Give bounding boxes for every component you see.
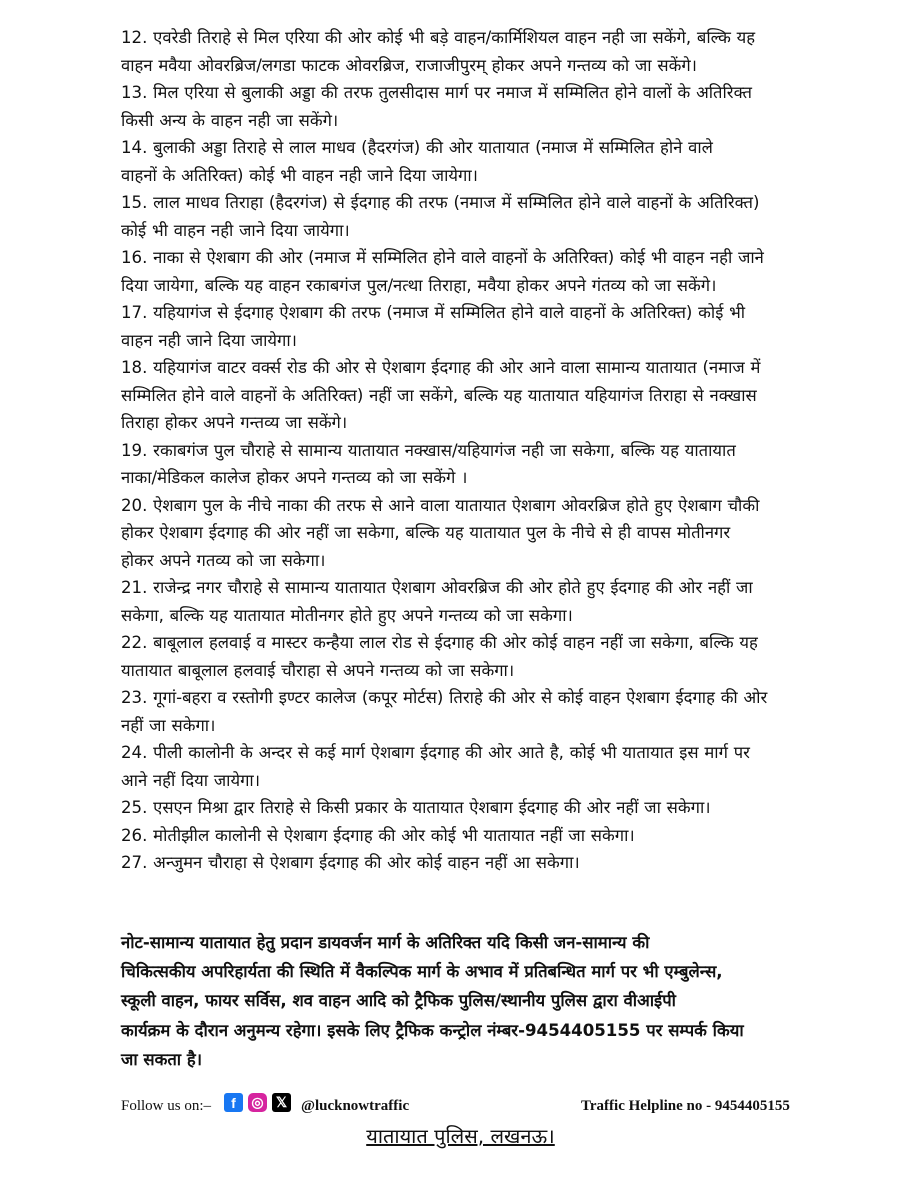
list-item xyxy=(121,24,821,79)
list-item xyxy=(121,629,821,684)
list-item-line: सम्मिलित होने वाले वाहनों के अतिरिक्त) नहीं जा सकेंगे, बल्कि यह यातायात यहियागंज तिराहा से नक्खास xyxy=(121,385,757,405)
instagram-icon[interactable]: ◎ xyxy=(248,1093,267,1112)
list-item-line: 20. ऐशबाग पुल के नीचे नाका की तरफ से आने वाला यातायात ऐशबाग ओवरब्रिज होते हुए ऐशबाग चौकी xyxy=(121,495,760,515)
x-twitter-icon[interactable]: 𝕏 xyxy=(272,1093,291,1112)
list-item xyxy=(121,134,821,189)
list-item-line: होकर ऐशबाग ईदगाह की ओर नहीं जा सकेगा, बल्कि यह यातायात पुल के नीचे से ही वापस मोतीनगर xyxy=(121,523,731,542)
list-item xyxy=(121,574,821,629)
footer-bar xyxy=(121,1090,811,1122)
facebook-icon[interactable]: f xyxy=(224,1093,243,1112)
diversion-list xyxy=(121,24,821,877)
list-item-line: 13. मिल एरिया से बुलाकी अड्डा की तरफ तुलसीदास मार्ग पर नमाज में सम्मिलित होने वालों के अतिरिक्त xyxy=(121,83,752,102)
list-item xyxy=(121,244,821,299)
list-item xyxy=(121,437,821,492)
list-item-line: होकर अपने गतव्य को जा सकेगा। xyxy=(121,550,326,570)
note-line: जा सकता है। xyxy=(121,1049,202,1069)
list-item-line: दिया जायेगा, बल्कि यह वाहन रकाबगंज पुल/नत्था तिराहा, मवैया होकर अपने गंतव्य को जा सकेंगे। xyxy=(121,275,717,295)
list-item-line: 14. बुलाकी अड्डा तिराहे से लाल माधव (हैदरगंज) की ओर यातायात (नमाज में सम्मिलित होने वाले xyxy=(121,138,713,157)
list-item xyxy=(121,189,821,244)
list-item-line: सकेगा, बल्कि यह यातायात मोतीनगर होते हुए अपने गन्तव्य को जा सकेगा। xyxy=(121,605,573,625)
list-item-line: 18. यहियागंज वाटर वर्क्स रोड की ओर से ऐशबाग ईदगाह की ओर आने वाला सामान्य यातायात (नमाज में xyxy=(121,358,761,377)
traffic-helpline: Traffic Helpline no - 9454405155 xyxy=(581,1098,790,1114)
list-item-line: 26. मोतीझील कालोनी से ऐशबाग ईदगाह की ओर कोई भी यातायात नहीं जा सकेगा। xyxy=(121,825,635,845)
list-item-line: नाका/मेडिकल कालेज होकर अपने गन्तव्य को जा सकेंगे । xyxy=(121,468,468,487)
list-item xyxy=(121,299,821,354)
list-item xyxy=(121,739,821,794)
list-item-line: तिराहा होकर अपने गन्तव्य जा सकेंगे। xyxy=(121,413,348,432)
issuing-office-signature: यातायात पुलिस, लखनऊ। xyxy=(366,1124,555,1148)
list-item-line: 24. पीली कालोनी के अन्दर से कई मार्ग ऐशबाग ईदगाह की ओर आते है, कोई भी यातायात इस मार्ग पर xyxy=(121,743,750,762)
list-item-line: 27. अन्जुमन चौराहा से ऐशबाग ईदगाह की ओर कोई वाहन नहीं आ सकेगा। xyxy=(121,853,580,872)
list-item-line: वाहन मवैया ओवरब्रिज/लगडा फाटक ओवरब्रिज, राजाजीपुरम् होकर अपने गन्तव्य को जा सकेंगे। xyxy=(121,55,697,75)
list-item xyxy=(121,79,821,134)
social-icons xyxy=(224,1093,291,1112)
list-item-line: 23. गूगां-बहरा व रस्तोगी इण्टर कालेज (कपूर मोर्टस) तिराहे की ओर से कोई वाहन ऐशबाग ईदगाह की ओर xyxy=(121,688,768,707)
list-item-line: कोई भी वाहन नही जाने दिया जायेगा। xyxy=(121,220,350,240)
note-line: नोट-सामान्य यातायात हेतु प्रदान डायवर्जन मार्ग के अतिरिक्त यदि किसी जन-सामान्य की xyxy=(121,933,650,952)
list-item xyxy=(121,492,821,575)
list-item xyxy=(121,849,821,877)
list-item xyxy=(121,354,821,437)
list-item-line: 25. एसएन मिश्रा द्वार तिराहे से किसी प्रकार के यातायात ऐशबाग ईदगाह की ओर नहीं जा सकेगा। xyxy=(121,798,711,817)
list-item xyxy=(121,822,821,850)
list-item-line: 22. बाबूलाल हलवाई व मास्टर कन्हैया लाल रोड से ईदगाह की ओर कोई वाहन नहीं जा सकेगा, बल्कि यह xyxy=(121,633,758,652)
list-item xyxy=(121,684,821,739)
list-item-line: 19. रकाबगंज पुल चौराहे से सामान्य यातायात नक्खास/यहियागंज नही जा सकेगा, बल्कि यह यातायात xyxy=(121,440,736,460)
social-handle-link[interactable]: @lucknowtraffic xyxy=(301,1098,410,1114)
list-item-line: 15. लाल माधव तिराहा (हैदरगंज) से ईदगाह की तरफ (नमाज में सम्मिलित होने वाले वाहनों के अतिरिक्त) xyxy=(121,193,760,212)
list-item-line: किसी अन्य के वाहन नही जा सकेंगे। xyxy=(121,110,339,130)
list-item-line: नहीं जा सकेगा। xyxy=(121,715,216,735)
note-paragraph xyxy=(121,928,821,1074)
list-item-line: वाहनों के अतिरिक्त) कोई भी वाहन नही जाने दिया जायेगा। xyxy=(121,165,478,185)
list-item-line: 21. राजेन्द्र नगर चौराहे से सामान्य यातायात ऐशबाग ओवरब्रिज की ओर होते हुए ईदगाह की ओर नहीं जा xyxy=(121,578,753,597)
note-line: कार्यक्रम के दौरान अनुमन्य रहेगा। इसके लिए ट्रैफिक कन्ट्रोल नंम्बर-9454405155 पर सम्पर्क किया xyxy=(121,1020,744,1040)
list-item-line: आने नहीं दिया जायेगा। xyxy=(121,770,261,790)
list-item-line: 17. यहियागंज से ईदगाह ऐशबाग की तरफ (नमाज में सम्मिलित होने वाले वाहनों के अतिरिक्त) कोई भी xyxy=(121,303,746,322)
list-item-line: 16. नाका से ऐशबाग की ओर (नमाज में सम्मिलित होने वाले वाहनों के अतिरिक्त) कोई भी वाहन नही जाने xyxy=(121,248,764,267)
note-line: चिकित्सकीय अपरिहार्यता की स्थिति में वैकल्पिक मार्ग के अभाव में प्रतिबन्धित मार्ग पर भी एम्बुलेन्स, xyxy=(121,962,723,982)
list-item-line: यातायात बाबूलाल हलवाई चौराहा से अपने गन्तव्य को जा सकेगा। xyxy=(121,660,515,680)
follow-us-label: Follow us on:– xyxy=(121,1098,212,1114)
list-item-line: वाहन नही जाने दिया जायेगा। xyxy=(121,330,297,350)
list-item xyxy=(121,794,821,822)
list-item-line: 12. एवरेडी तिराहे से मिल एरिया की ओर कोई भी बड़े वाहन/कार्मिशियल वाहन नही जा सकेंगे, बल्कि यह xyxy=(121,28,756,47)
note-line: स्कूली वाहन, फायर सर्विस, शव वाहन आदि को ट्रैफिक पुलिस/स्थानीय पुलिस द्वारा वीआईपी xyxy=(121,991,676,1011)
